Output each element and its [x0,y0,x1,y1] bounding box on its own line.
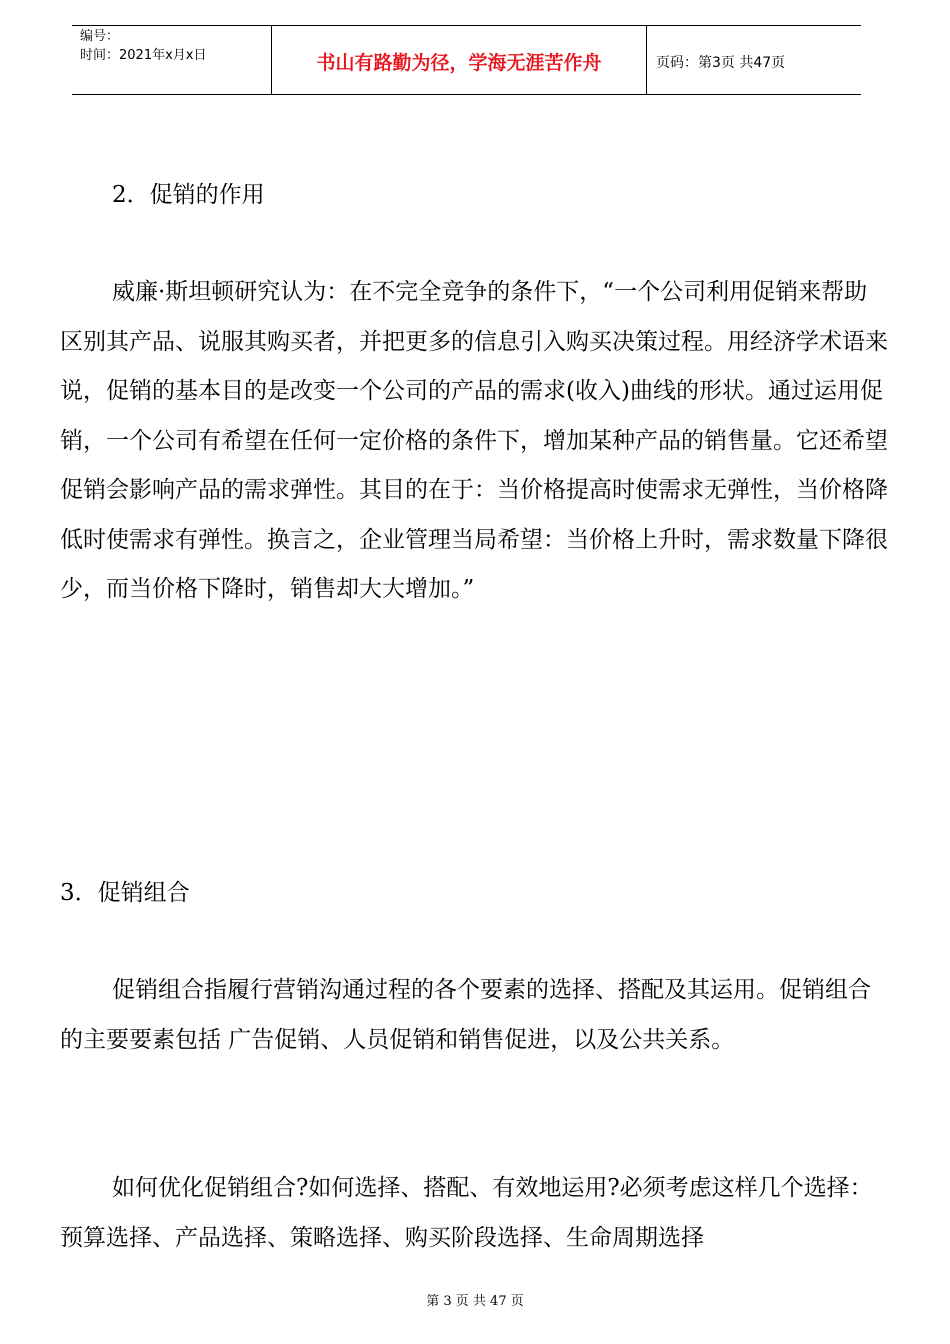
section-3-heading: 3．促销组合 [60,880,190,906]
document-number-label: 编号： [80,29,120,44]
page-footer: 第 3 页 共 47 页 [426,1294,524,1309]
header-page-cell [646,26,861,94]
header-page-info: 页码：第3页 共47页 [656,55,786,71]
document-time-label: 时间：2021年x月x日 [80,48,207,63]
header-motto: 书山有路勤为径，学海无涯苦作舟 [316,52,602,74]
section-2-paragraph: 威廉·斯坦顿研究认为：在不完全竞争的条件下，“一个公司利用促销来帮助区别其产品、说服其购买者，并把更多的信息引入购买决策过程。用经济学术语来说，促销的基本目的是改变一个公司的产品的需求(收入)曲线的形状。通过运用促销，一个公司有希望在任何一定价格的条件下，增加某种产品的销售量。它还希望促销会影响产品的需求弹性。其目的在于：当价格提高时使需求无弹性，当价格降低时使需求有弹性。换言之，企业管理当局希望：当价格上升时，需求数量下降很少，而当价格下降时，销售却大大增加。” [60,279,888,602]
header-motto-cell [271,26,647,94]
page-header [72,25,861,95]
header-meta-cell [72,26,271,94]
section-3-paragraph-2: 如何优化促销组合?如何选择、搭配、有效地运用?必须考虑这样几个选择：预算选择、产品选择、策略选择、购买阶段选择、生命周期选择 [60,1175,873,1251]
section-3-paragraph-1: 促销组合指履行营销沟通过程的各个要素的选择、搭配及其运用。促销组合的主要要素包括 广告促销、人员促销和销售促进，以及公共关系。 [60,977,871,1053]
section-2-heading: 2．促销的作用 [112,182,265,208]
